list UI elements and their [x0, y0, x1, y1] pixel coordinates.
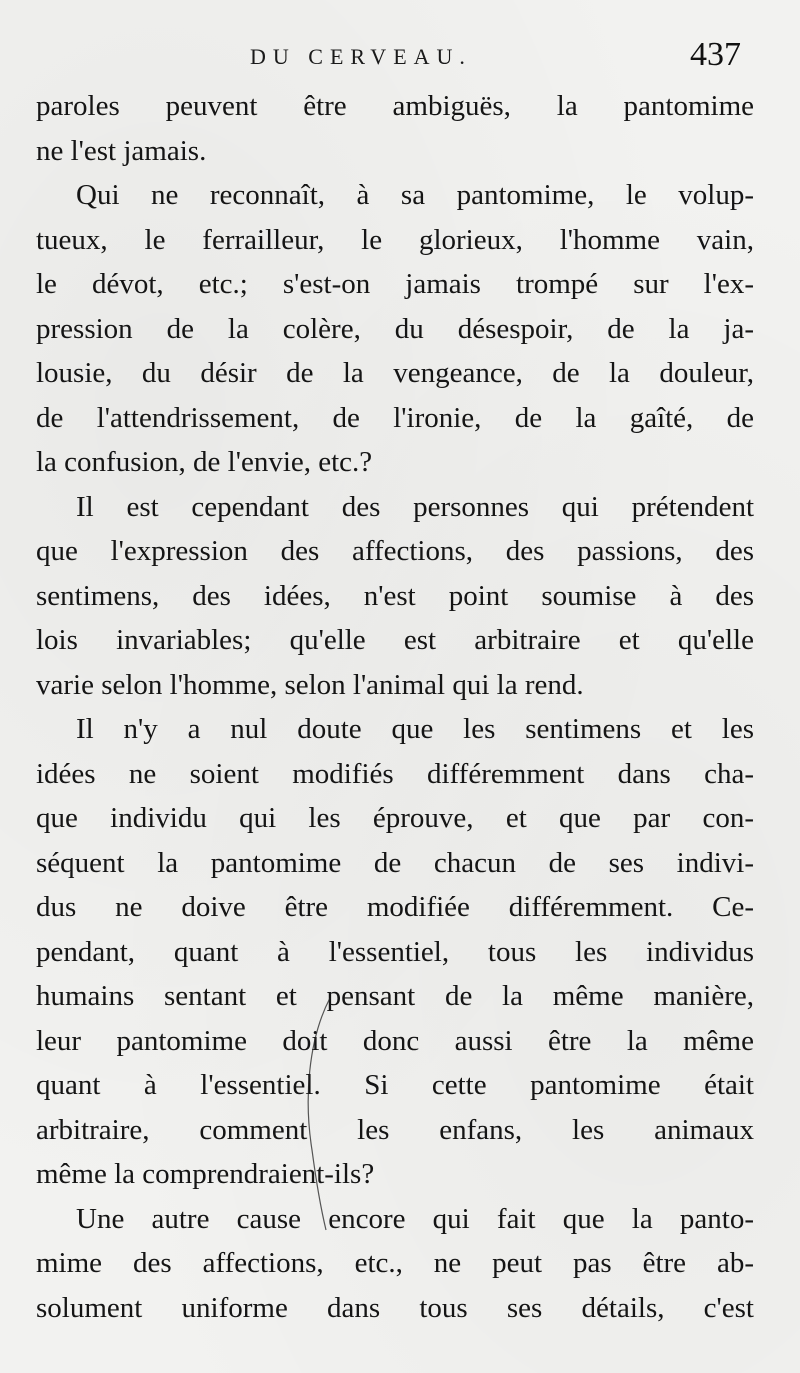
text-line: sentimens, des idées, n'est point soumise à des	[36, 579, 754, 612]
paragraph	[36, 84, 754, 173]
text-line: lousie, du désir de la vengeance, de la douleur,	[36, 357, 754, 389]
page-header	[0, 36, 800, 82]
text-line: que l'expression des affections, des passions, des	[36, 535, 754, 567]
text-line: séquent la pantomime de chacun de ses indivi-	[36, 846, 754, 879]
text-line: idées ne soient modifiés différemment dans cha-	[36, 757, 754, 790]
text-line: leur pantomime doit donc aussi être la même	[36, 1024, 754, 1057]
text-line: solument uniforme dans tous ses détails, c'est	[36, 1291, 754, 1324]
paragraph	[36, 1197, 754, 1331]
paragraph	[36, 707, 754, 1197]
text-line: même la comprendraient-ils?	[36, 1158, 375, 1190]
text-line: pression de la colère, du désespoir, de la ja-	[36, 312, 754, 345]
text-line: tueux, le ferrailleur, le glorieux, l'homme vain,	[36, 223, 754, 256]
text-line: de l'attendrissement, de l'ironie, de la gaîté, de	[36, 401, 754, 434]
body-text	[36, 84, 754, 1330]
text-line: Il est cependant des personnes qui prétendent	[76, 490, 754, 523]
text-line: humains sentant et pensant de la même manière,	[36, 980, 754, 1012]
text-line: quant à l'essentiel. Si cette pantomime était	[36, 1069, 754, 1101]
text-line: mime des affections, etc., ne peut pas être ab-	[36, 1247, 754, 1279]
page-number: 437	[690, 36, 741, 73]
text-line: varie selon l'homme, selon l'animal qui la rend.	[36, 668, 584, 701]
text-line: le dévot, etc.; s'est-on jamais trompé sur l'ex-	[36, 268, 754, 300]
text-line: Qui ne reconnaît, à sa pantomime, le volup-	[76, 179, 754, 211]
text-line: pendant, quant à l'essentiel, tous les individus	[36, 935, 754, 968]
text-line: que individu qui les éprouve, et que par con-	[36, 802, 754, 834]
text-line: ne l'est jamais.	[36, 134, 207, 167]
paragraph	[36, 485, 754, 708]
text-line: lois invariables; qu'elle est arbitraire et qu'elle	[36, 624, 754, 656]
text-line: Il n'y a nul doute que les sentimens et les	[76, 713, 754, 745]
pencil-mark-decoration	[290, 990, 350, 1240]
paragraph	[36, 173, 754, 485]
text-line: Une autre cause encore qui fait que la panto-	[76, 1202, 754, 1235]
text-line: arbitraire, comment les enfans, les animaux	[36, 1113, 754, 1146]
running-head: DU CERVEAU.	[250, 44, 472, 69]
text-line: paroles peuvent être ambiguës, la pantomime	[36, 90, 754, 122]
text-line: dus ne doive être modifiée différemment. Ce-	[36, 891, 754, 923]
text-line: la confusion, de l'envie, etc.?	[36, 446, 373, 478]
